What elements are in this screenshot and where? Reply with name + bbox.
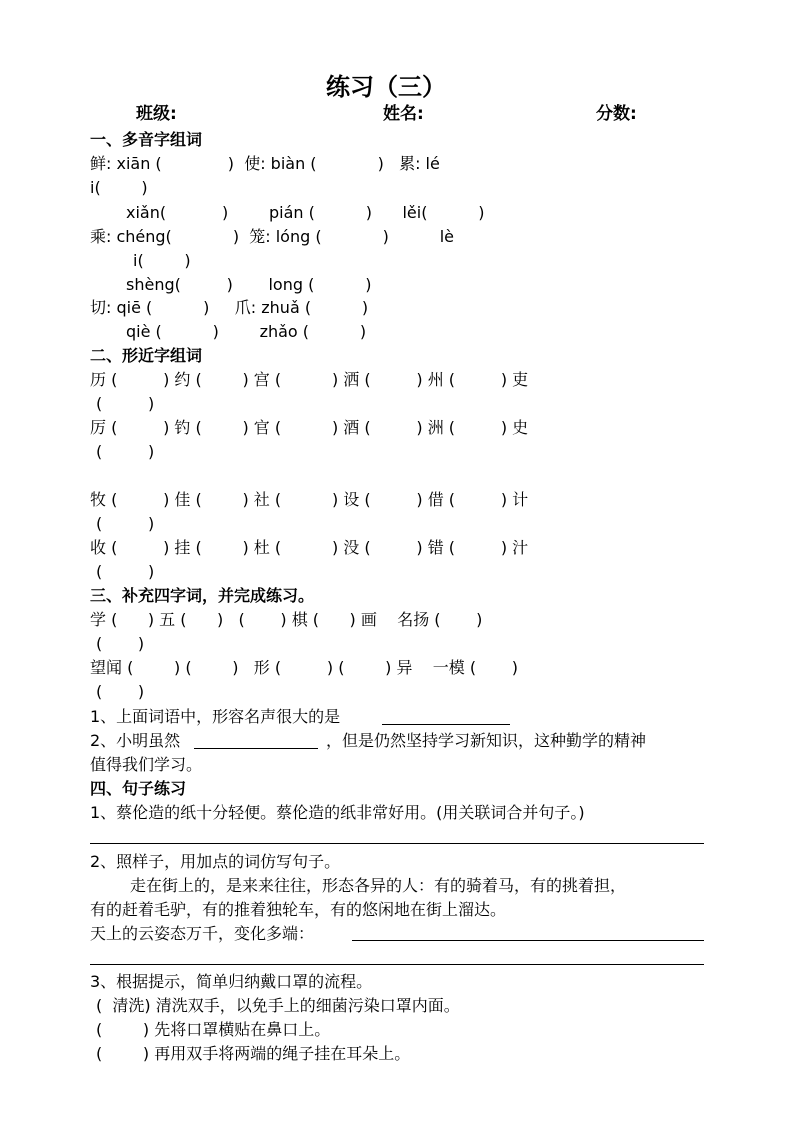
- s4-step-1: ( 清洗) 清洗双手，以免手上的细菌污染口罩内面。: [96, 996, 460, 1015]
- s2-row-1: 历 ( ) 约 ( ) 宫 ( ) 洒 ( ) 州 ( ) 吏: [90, 370, 529, 389]
- s3-question-2c: 值得我们学习。: [90, 755, 203, 774]
- s2-row-4b: ( ): [96, 562, 155, 581]
- s3-line-1: 学 ( ) 五 ( ) ( ) 棋 ( ) 画 名扬 ( ): [90, 610, 483, 629]
- class-label: 班级:: [136, 104, 177, 124]
- section-2-heading: 二、形近字组词: [90, 346, 203, 365]
- page-title: 练习（三）: [326, 73, 446, 101]
- s1-line-7: 切: qiē ( ) 爪: zhuǎ ( ): [90, 298, 369, 317]
- section-4-heading: 四、句子练习: [90, 779, 187, 798]
- s3-question-2b: ，但是仍然坚持学习新知识，这种勤学的精神: [326, 731, 647, 750]
- s3-q1-answer-line[interactable]: [382, 724, 510, 725]
- s1-line-2: i( ): [90, 178, 148, 197]
- s4-question-3: 3、根据提示，简单归纳戴口罩的流程。: [90, 972, 373, 991]
- s1-line-8: qiè ( ) zhǎo ( ): [126, 322, 367, 341]
- s3-line-2b: ( ): [96, 682, 145, 701]
- s2-row-3: 牧 ( ) 佳 ( ) 社 ( ) 设 ( ) 借 ( ) 计: [90, 490, 529, 509]
- s2-row-2: 厉 ( ) 钓 ( ) 官 ( ) 酒 ( ) 洲 ( ) 史: [90, 418, 529, 437]
- s1-line-1: 鲜: xiān ( ) 使: biàn ( ) 累: lé: [90, 154, 440, 173]
- s3-line-2: 望闻 ( ) ( ) 形 ( ) ( ) 异 一模 ( ): [90, 658, 518, 677]
- s1-line-4: 乘: chéng( ) 笼: lóng ( ) lè: [90, 227, 455, 246]
- s3-line-1b: ( ): [96, 634, 145, 653]
- section-3-heading: 三、补充四字词，并完成练习。: [90, 586, 315, 605]
- s2-row-2b: ( ): [96, 442, 155, 461]
- s4-question-1: 1、蔡伦造的纸十分轻便。蔡伦造的纸非常好用。(用关联词合并句子。): [90, 803, 585, 822]
- s1-line-6: shèng( ) long ( ): [126, 275, 372, 294]
- s2-row-3b: ( ): [96, 514, 155, 533]
- score-label: 分数:: [596, 104, 637, 124]
- s4-step-2: ( ) 先将口罩横贴在鼻口上。: [96, 1020, 331, 1039]
- s4-question-2: 2、照样子，用加点的词仿写句子。: [90, 852, 341, 871]
- s4-task-answer-line-1[interactable]: [352, 940, 704, 941]
- name-label: 姓名:: [383, 104, 424, 124]
- section-1-heading: 一、多音字组词: [90, 130, 203, 149]
- s2-row-1b: ( ): [96, 394, 155, 413]
- s4-q1-answer-line[interactable]: [90, 843, 704, 844]
- s1-line-3: xiǎn( ) pián ( ) lěi( ): [126, 203, 485, 222]
- s4-example-line-2: 有的赶着毛驴，有的推着独轮车，有的悠闲地在街上溜达。: [90, 900, 507, 919]
- s2-row-4: 收 ( ) 挂 ( ) 杜 ( ) 没 ( ) 错 ( ) 汁: [90, 538, 529, 557]
- s4-example-line-1: 走在街上的，是来来往往，形态各异的人：有的骑着马，有的挑着担，: [130, 876, 627, 895]
- s4-task-answer-line-2[interactable]: [90, 964, 704, 965]
- s1-line-5: i( ): [133, 251, 191, 270]
- s4-task: 天上的云姿态万千，变化多端：: [90, 924, 315, 943]
- s3-question-2a: 2、小明虽然: [90, 731, 181, 750]
- s3-q2-answer-line[interactable]: [194, 748, 318, 749]
- s3-question-1: 1、上面词语中，形容名声很大的是: [90, 707, 341, 726]
- s4-step-3: ( ) 再用双手将两端的绳子挂在耳朵上。: [96, 1044, 411, 1063]
